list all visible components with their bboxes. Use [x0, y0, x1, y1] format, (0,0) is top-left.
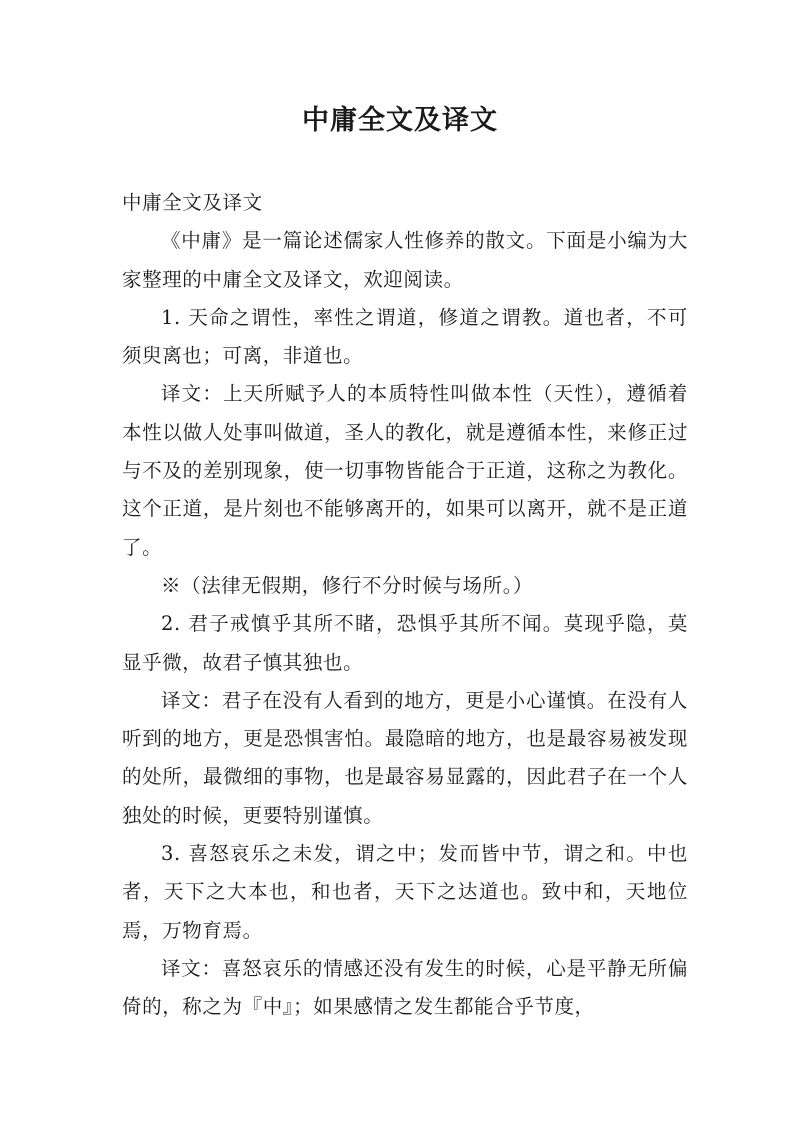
note-paragraph: ※（法律无假期，修行不分时候与场所。）	[161, 573, 534, 597]
document-subtitle: 中庸全文及译文	[122, 191, 263, 214]
document-title: 中庸全文及译文	[302, 105, 498, 136]
translation-3-paragraph: 译文：喜怒哀乐的情感还没有发生的时候，心是平静无所偏倚的，称之为『中』；如果感情之发生都能合乎节度，	[122, 956, 688, 1019]
verse-3-paragraph: 3. 喜怒哀乐之未发，谓之中；发而皆中节，谓之和。中也者，天下之大本也，和也者，天下之达道也。致中和，天地位焉，万物育焉。	[122, 842, 688, 942]
verse-2-paragraph: 2. 君子戒慎乎其所不睹，恐惧乎其所不闻。莫现乎隐，莫显乎微，故君子慎其独也。	[122, 612, 688, 674]
intro-paragraph: 《中庸》是一篇论述儒家人性修养的散文。下面是小编为大家整理的中庸全文及译文，欢迎阅读。	[122, 229, 688, 291]
document-body	[122, 184, 688, 1027]
verse-1-paragraph: 1. 天命之谓性，率性之谓道，修道之谓教。道也者，不可须臾离也；可离，非道也。	[122, 305, 688, 368]
translation-1-paragraph: 译文：上天所赋予人的本质特性叫做本性（天性），遵循着本性以做人处事叫做道，圣人的教化，就是遵循本性，来修正过与不及的差别现象，使一切事物皆能合于正道，这称之为教化。这个正道，是片刻也不能够离开的，如果可以离开，就不是正道了。	[122, 382, 688, 559]
translation-2-paragraph: 译文：君子在没有人看到的地方，更是小心谨慎。在没有人听到的地方，更是恐惧害怕。最隐暗的地方，也是最容易被发现的处所，最微细的事物，也是最容易显露的，因此君子在一个人独处的时候，更要特别谨慎。	[122, 688, 688, 827]
